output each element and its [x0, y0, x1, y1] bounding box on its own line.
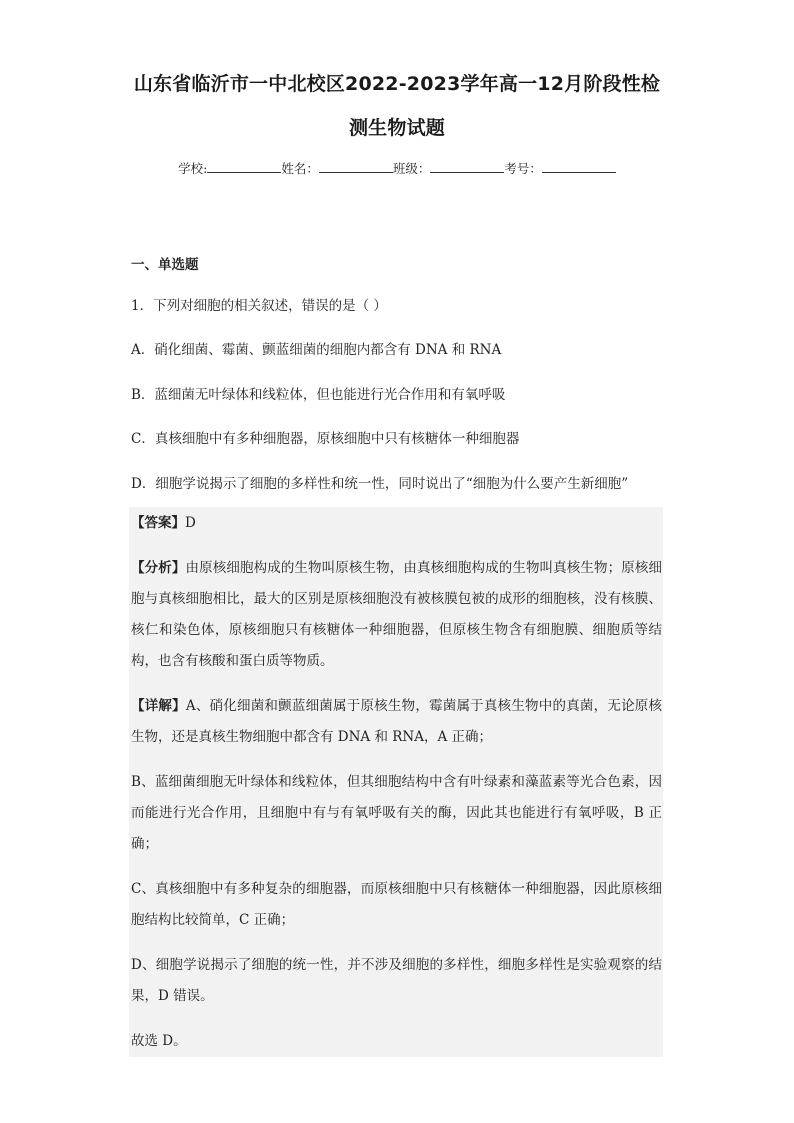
detail-c: C、真核细胞中有多种复杂的细胞器，而原核细胞中只有核糖体一种细胞器，因此原核细胞结构比较简单，C 正确； — [131, 881, 662, 928]
answer-tag: 【答案】 — [131, 515, 185, 531]
detail-a-text: A、硝化细菌和颤蓝细菌属于原核生物，霉菌属于真核生物中的真菌，无论原核生物，还是真核生物细胞中都含有 DNA 和 RNA，A 正确； — [131, 698, 663, 745]
analysis-tag: 【分析】 — [131, 560, 186, 576]
answer-value: D — [185, 515, 196, 531]
conclusion: 故选 D。 — [131, 1033, 187, 1049]
name-label: 姓名： — [281, 161, 319, 176]
option-a: A．硝化细菌、霉菌、颤蓝细菌的细胞内都含有 DNA 和 RNA — [131, 342, 502, 358]
school-label: 学校: — [178, 161, 208, 176]
analysis — [131, 553, 662, 677]
detail-tag: 【详解】 — [131, 698, 186, 714]
detail-d: D、细胞学说揭示了细胞的统一性，并不涉及细胞的多样性，细胞多样性是实验观察的结果，D 错误。 — [131, 957, 662, 1004]
title-line-2: 测生物试题 — [348, 117, 445, 139]
section-heading: 一、单选题 — [131, 257, 199, 273]
class-label: 班级： — [392, 161, 431, 176]
class-blank — [430, 160, 504, 173]
option-c: C．真核细胞中有多种细胞器，原核细胞中只有核糖体一种细胞器 — [131, 431, 520, 447]
school-blank — [207, 160, 281, 173]
answer — [131, 508, 662, 539]
id-label: 考号： — [504, 161, 542, 176]
student-info-row — [0, 159, 794, 177]
detail-a — [131, 691, 662, 753]
option-b: B．蓝细菌无叶绿体和线粒体，但也能进行光合作用和有氧呼吸 — [131, 387, 506, 403]
detail-b: B、蓝细菌细胞无叶绿体和线粒体，但其细胞结构中含有叶绿素和藻蓝素等光合色素，因而能进行光合作用，且细胞中有与有氧呼吸有关的酶，因此其也能进行有氧呼吸，B 正确； — [131, 774, 662, 852]
name-blank — [319, 160, 393, 173]
question-stem: 1．下列对细胞的相关叙述，错误的是（ ） — [131, 298, 387, 314]
id-blank — [542, 160, 616, 173]
title-line-1: 山东省临沂市一中北校区2022-2023学年高一12月阶段性检 — [133, 73, 661, 95]
analysis-text: 由原核细胞构成的生物叫原核生物，由真核细胞构成的生物叫真核生物；原核细胞与真核细胞相比，最大的区别是原核细胞没有被核膜包被的成形的细胞核，没有核膜、核仁和染色体，原核细胞只有核糖体一种细胞器，但原核生物含有细胞膜、细胞质等结构，也含有核酸和蛋白质等物质。 — [131, 560, 663, 669]
option-d: D．细胞学说揭示了细胞的多样性和统一性，同时说出了“细胞为什么要产生新细胞” — [131, 476, 629, 492]
